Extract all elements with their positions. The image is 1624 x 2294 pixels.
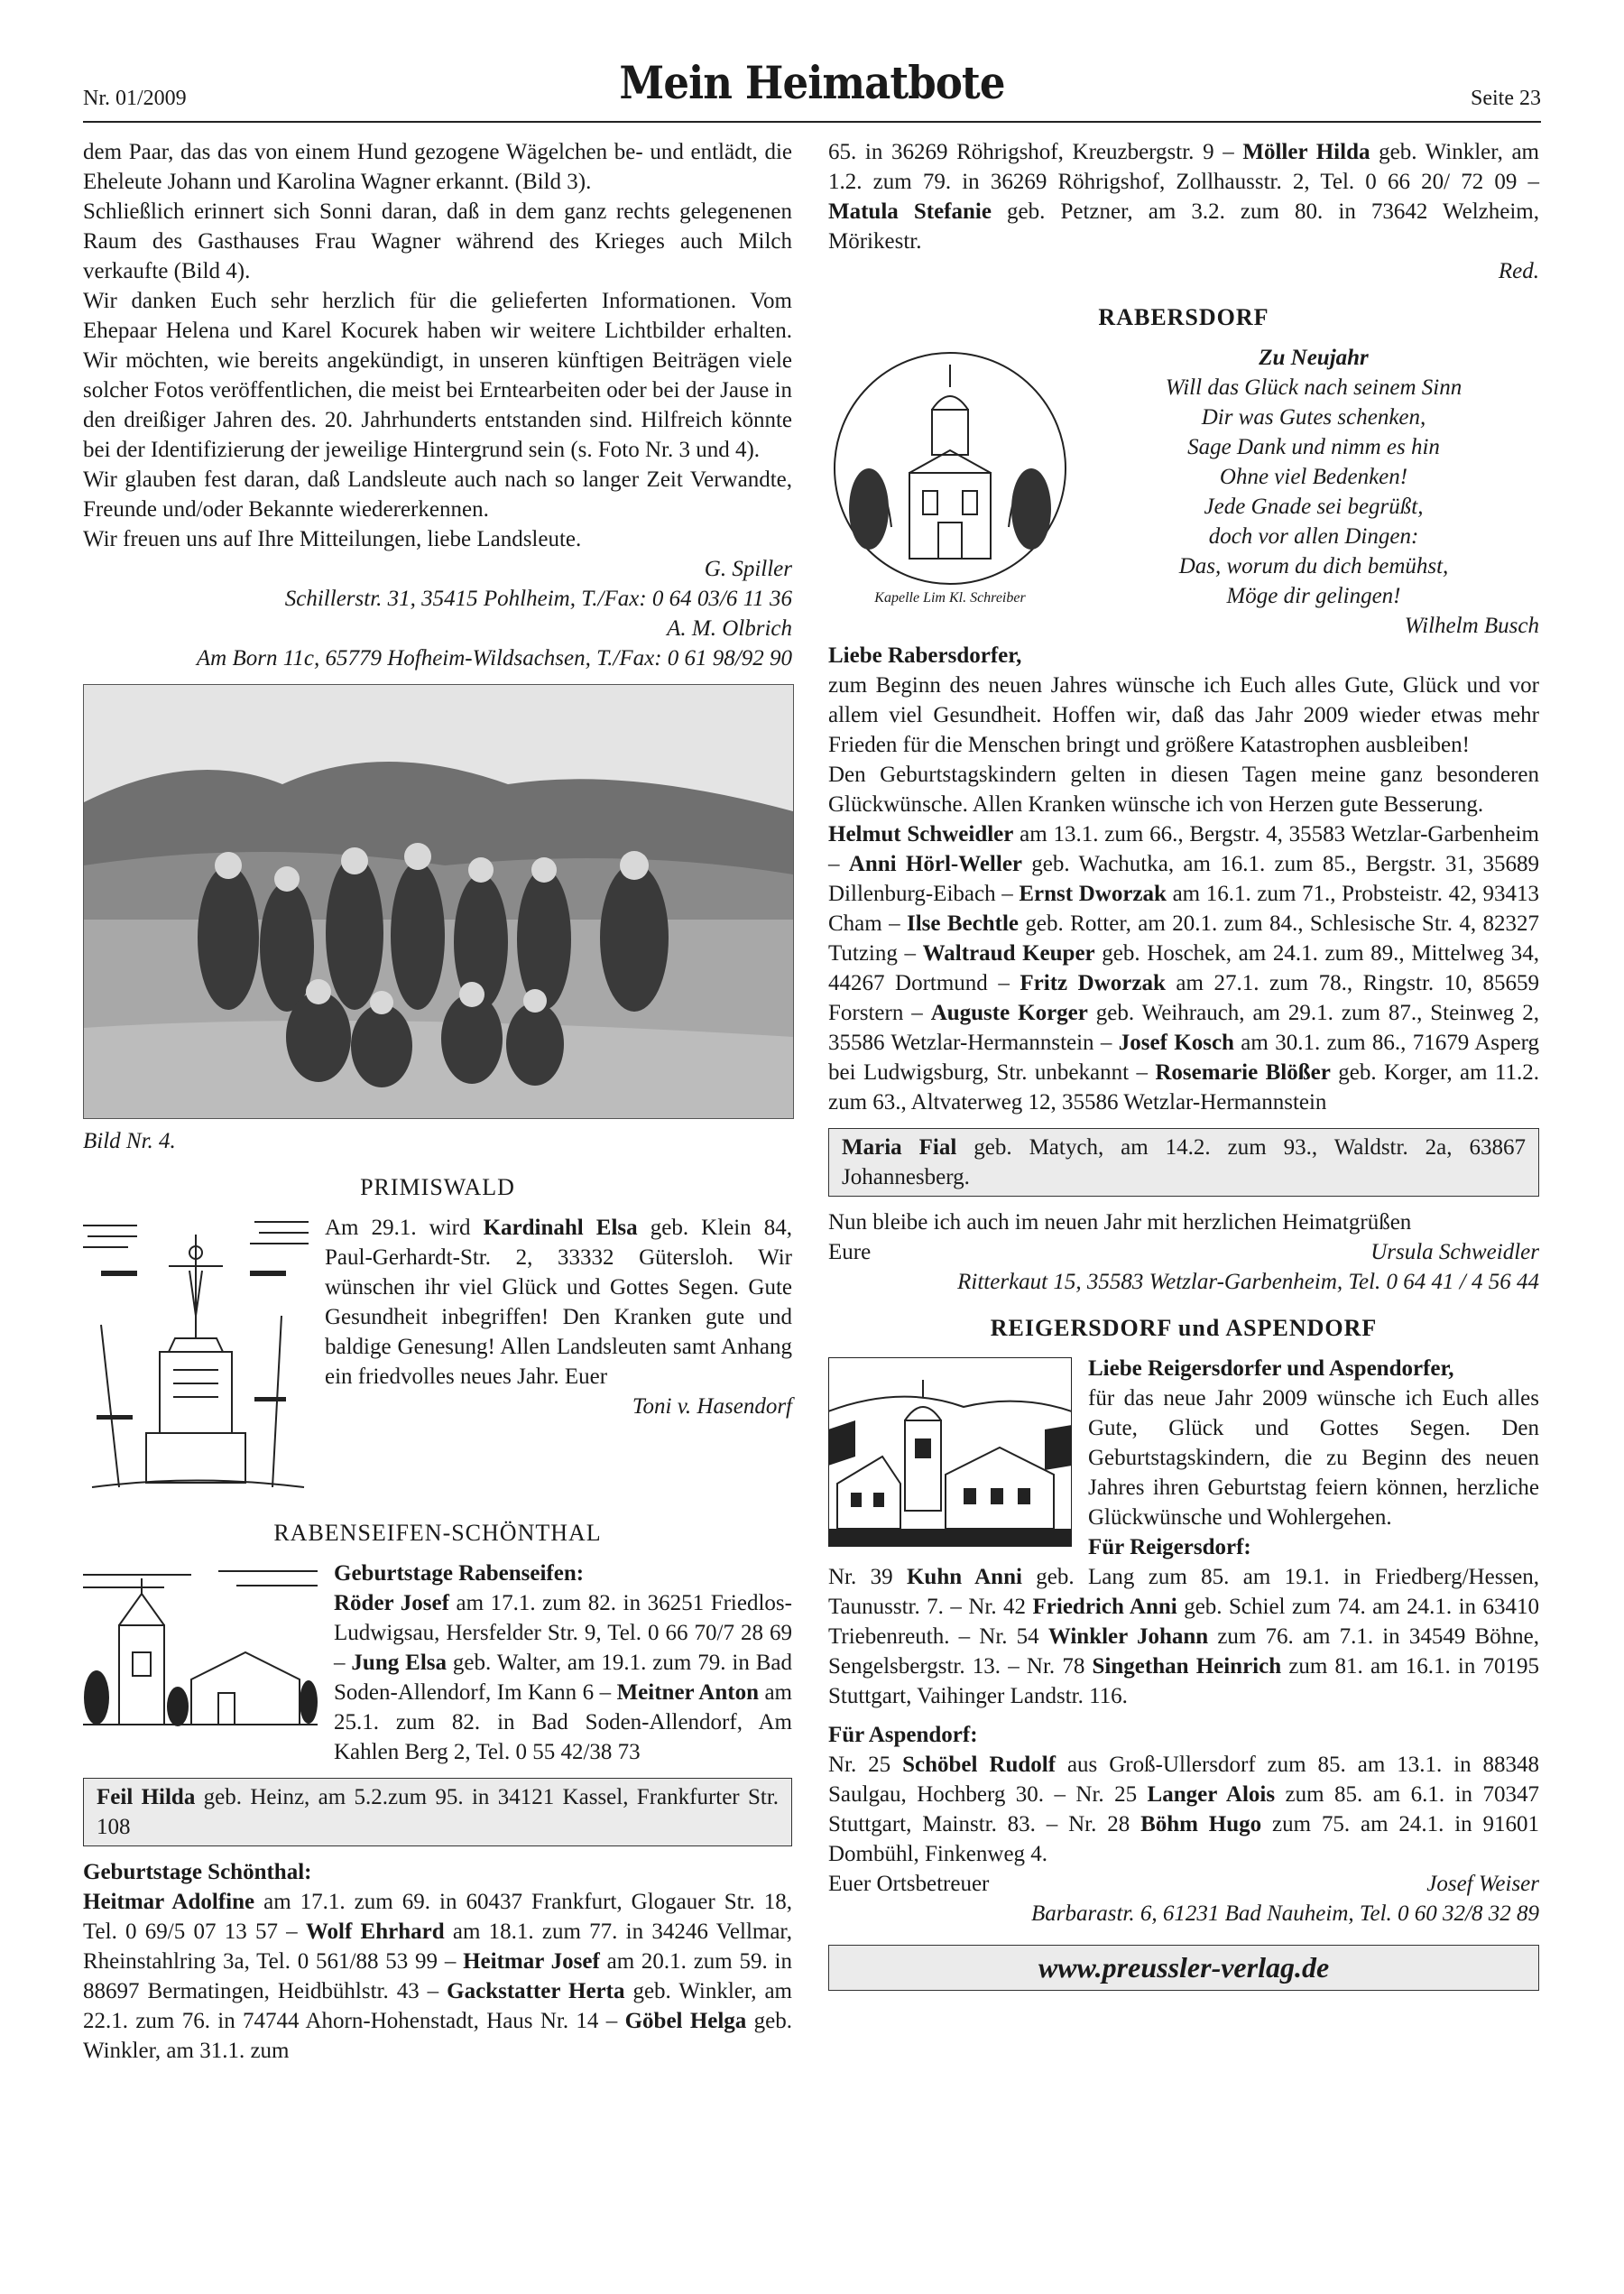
- harvest-photo: [83, 684, 794, 1119]
- closing-text: Nun bleibe ich auch im neuen Jahr mit herzlichen Heimatgrüßen: [828, 1210, 1412, 1235]
- sub-heading: Für Reigersdorf:: [1088, 1535, 1251, 1559]
- greeting: Liebe Rabersdorfer,: [828, 643, 1022, 668]
- rabenseifen-birthdays: Röder Josef am 17.1. zum 82. in 36251 Friedlos-Ludwigsau, Hersfelder Str. 9, Tel. 0 66 70/7 28 69 – Jung Elsa geb. Walter, am 19.1. zum 79. in Bad Soden-Allendorf, Im Kann 6 – Meitner Anton am 25.1. zum 82. in Bad Soden-Allendorf, Am Kahlen Berg 2, Tel. 0 55 42/38 73: [334, 1591, 793, 1764]
- continued-birthdays: 65. in 36269 Röhrigshof, Kreuzbergstr. 9 – Möller Hilda geb. Winkler, am 1.2. zum 79. in 36269 Röhrigshof, Zollhausstr. 2, Tel. 0 66 20/ 72 09 – Matula Stefanie geb. Petzner, am 3.2. zum 80. in 73642 Welzheim, Mörikestr.: [828, 140, 1540, 254]
- right-column: [828, 137, 1539, 1991]
- sub-heading: Für Aspendorf:: [828, 1723, 978, 1747]
- chapel-label: Kapelle Lim Kl. Schreiber: [874, 590, 1026, 606]
- greeting: Liebe Reigersdorfer und Aspendorfer,: [1088, 1356, 1454, 1381]
- left-column: [83, 137, 792, 2066]
- paragraph: Schließlich erinnert sich Sonni daran, daß in dem ganz rechts gelegenenen Raum des Gasthauses Frau Wagner während des Krieges auch Milch verkaufte (Bild 4).: [83, 199, 792, 283]
- poem-line: Will das Glück nach seinem Sinn: [1165, 375, 1463, 400]
- schoenthal-birthdays: Heitmar Adolfine am 17.1. zum 69. in 60437 Frankfurt, Glogauer Str. 18, Tel. 0 69/5 07 13 57 – Wolf Ehrhard am 18.1. zum 77. in 34246 Vellmar, Rheinstahlring 3a, Tel. 0 561/88 53 99 – Heitmar Josef am 20.1. zum 59. in 88697 Bermatingen, Heidbühlstr. 43 – Gackstatter Herta geb. Winkler, am 22.1. zum 76. in 74744 Ahorn-Hohenstadt, Haus Nr. 14 – Göbel Helga geb. Winkler, am 31.1. zum: [83, 1890, 793, 2063]
- signature-name: Toni v. Hasendorf: [632, 1394, 792, 1419]
- sub-heading: Geburtstage Rabenseifen:: [334, 1561, 585, 1586]
- signature-address: Schillerstr. 31, 35415 Pohlheim, T./Fax: 0 64 03/6 11 36: [284, 587, 792, 611]
- poem-line: Möge dir gelingen!: [1226, 584, 1401, 608]
- masthead-title: Mein Heimatbote: [619, 56, 1005, 109]
- signature-line: Eure Ursula Schweidler: [828, 1240, 1539, 1264]
- issue-number: Nr. 01/2009: [83, 87, 187, 110]
- poem-line: Ohne viel Bedenken!: [1219, 465, 1408, 489]
- highlight-box: Maria Fial geb. Matych, am 14.2. zum 93., Waldstr. 2a, 63867 Johannesberg.: [828, 1128, 1539, 1197]
- primiswald-text: Am 29.1. wird Kardinahl Elsa geb. Klein 84, Paul-Gerhardt-Str. 2, 33332 Gütersloh. Wir wünschen ihr viel Glück und Gottes Segen. Gute Gesundheit inbegriffen! Den Kranken gute und baldige Genesung! Allen Landsleuten samt Anhang ein friedvolles neues Jahr. Euer: [325, 1216, 793, 1389]
- paragraph: zum Beginn des neuen Jahres wünsche ich Euch alles Gute, Glück und vor allem viel Gesundheit. Hoffen wir, daß das Jahr 2009 wieder etwas mehr Frieden für die Menschen bringt und größere Katastrophen ausbleiben!: [828, 673, 1539, 757]
- page-number: Seite 23: [1471, 87, 1541, 110]
- section-title-rabenseifen: RABENSEIFEN-SCHÖNTHAL: [273, 1520, 602, 1546]
- signature-address: Ritterkaut 15, 35583 Wetzlar-Garbenheim, Tel. 0 64 41 / 4 56 44: [957, 1270, 1539, 1294]
- reigersdorf-birthdays: Nr. 39 Kuhn Anni geb. Lang zum 85. am 19.1. in Friedberg/Hessen, Taunusstr. 7. – Nr. 42 Friedrich Anni geb. Schiel zum 74. am 24.1. in 63410 Triebenreuth. – Nr. 54 Winkler Johann zum 76. am 7.1. in 34549 Böhne, Sengelsbergstr. 13. – Nr. 78 Singethan Heinrich zum 81. am 16.1. in 70195 Stuttgart, Vaihinger Landstr. 116.: [828, 1565, 1540, 1708]
- header-rule: [83, 121, 1541, 123]
- church-illustration: [83, 1562, 318, 1734]
- signature-address: Am Born 11c, 65779 Hofheim-Wildsachsen, T./Fax: 0 61 98/92 90: [196, 646, 792, 671]
- aspendorf-birthdays: Nr. 25 Schöbel Rudolf aus Groß-Ullersdorf zum 85. am 13.1. in 88348 Saulgau, Hochberg 30. – Nr. 25 Langer Alois zum 85. am 6.1. in 70347 Stuttgart, Mainstr. 83. – Nr. 28 Böhm Hugo zum 75. am 24.1. in 91601 Dombühl, Finkenweg 4.: [828, 1753, 1540, 1866]
- section-title-primiswald: PRIMISWALD: [360, 1174, 515, 1200]
- section-title-reigersdorf: REIGERSDORF und ASPENDORF: [990, 1315, 1378, 1341]
- paragraph: Wir freuen uns auf Ihre Mitteilungen, liebe Landsleute.: [83, 527, 582, 551]
- village-drawing: [828, 1357, 1072, 1547]
- birthday-name: Kardinahl Elsa: [483, 1216, 638, 1240]
- paragraph: Wir danken Euch sehr herzlich für die gelieferten Informationen. Vom Ehepaar Helena und Karel Kocurek haben wir weitere Lichtbilder erhalten. Wir möchten, wie bereits angekündigt, in unseren künftigen Beiträgen viele solcher Fotos veröffentlichen, die meist bei Erntearbeiten oder bei der Jause in den dreißiger Jahren des. 20. Jahrhunderts entstanden sind. Hilfreich könnte bei der Identifizierung der jeweilige Hintergrund sein (s. Foto Nr. 3 und 4).: [83, 289, 792, 462]
- poem-line: Dir was Gutes schenken,: [1201, 405, 1426, 430]
- paragraph: Den Geburtstagskindern gelten in diesen Tagen meine ganz besonderen Glückwünsche. Allen Kranken wünsche ich von Herzen gute Besserung.: [828, 763, 1539, 817]
- rabersdorf-birthdays: Helmut Schweidler am 13.1. zum 66., Bergstr. 4, 35583 Wetzlar-Garbenheim – Anni Hörl-Weller geb. Wachutka, am 16.1. zum 85., Bergstr. 31, 35689 Dillenburg-Eibach – Ernst Dworzak am 16.1. zum 71., Probsteistr. 42, 93413 Cham – Ilse Bechtle geb. Rotter, am 20.1. zum 84., Schlesische Str. 4, 82327 Tutzing – Waltraud Keuper geb. Hoschek, am 24.1. zum 89., Mittelweg 34, 44267 Dortmund – Fritz Dworzak am 27.1. zum 78., Ringstr. 10, 85659 Forstern – Auguste Korger geb. Weihrauch, am 29.1. zum 87., Steinweg 2, 35586 Wetzlar-Hermannstein – Josef Kosch am 30.1. zum 86., 71679 Asperg bei Ludwigsburg, Str. unbekannt – Rosemarie Blößer geb. Korger, am 11.2. zum 63., Altvaterweg 12, 35586 Wetzlar-Hermannstein: [828, 822, 1540, 1115]
- paragraph: Wir glauben fest daran, daß Landsleute auch nach so langer Zeit Verwandte, Freunde und/oder Bekannte wiedererkennen.: [83, 467, 792, 522]
- crucifix-illustration: [83, 1216, 309, 1496]
- poem-line: doch vor allen Dingen:: [1208, 524, 1419, 549]
- signature-name: G. Spiller: [704, 557, 792, 581]
- section-title-rabersdorf: RABERSDORF: [1098, 304, 1269, 330]
- poem-title: Zu Neujahr: [1259, 346, 1369, 370]
- chapel-illustration: [828, 347, 1072, 606]
- village-illustration: [828, 1357, 1072, 1547]
- signature-name: A. M. Olbrich: [667, 616, 792, 641]
- poem-author: Wilhelm Busch: [1404, 614, 1539, 638]
- church-drawing: [83, 1562, 318, 1734]
- signature-address: Barbarastr. 6, 61231 Bad Nauheim, Tel. 0 60 32/8 32 89: [1030, 1901, 1539, 1926]
- poem-line: Jede Gnade sei begrüßt,: [1204, 495, 1424, 519]
- paragraph: dem Paar, das das von einem Hund gezogene Wägelchen be- und entlädt, die Eheleute Johann und Karolina Wagner erkannt. (Bild 3).: [83, 140, 792, 194]
- paragraph: für das neue Jahr 2009 wünsche ich Euch alles Gute, Glück und Gottes Segen. Den Geburtstagskindern, die zu Beginn des neuen Jahres ihren Geburtstag feiern können, herzliche Glückwünsche und Wohlergehen.: [1088, 1386, 1539, 1530]
- harvest-photo-image: [84, 685, 793, 1118]
- signature-red: Red.: [1498, 259, 1539, 283]
- crucifix-drawing: [83, 1216, 309, 1496]
- poem-line: Sage Dank und nimm es hin: [1187, 435, 1440, 459]
- sub-heading: Geburtstage Schönthal:: [83, 1860, 312, 1884]
- chapel-drawing: [828, 347, 1072, 590]
- highlight-box: Feil Hilda geb. Heinz, am 5.2.zum 95. in 34121 Kassel, Frankfurter Str. 108: [83, 1778, 792, 1846]
- publisher-url[interactable]: www.preussler-verlag.de: [828, 1945, 1539, 1991]
- photo-caption: Bild Nr. 4.: [83, 1129, 176, 1153]
- poem-line: Das, worum du dich bemühst,: [1178, 554, 1449, 578]
- signature-line: Euer Ortsbetreuer Josef Weiser: [828, 1872, 1539, 1896]
